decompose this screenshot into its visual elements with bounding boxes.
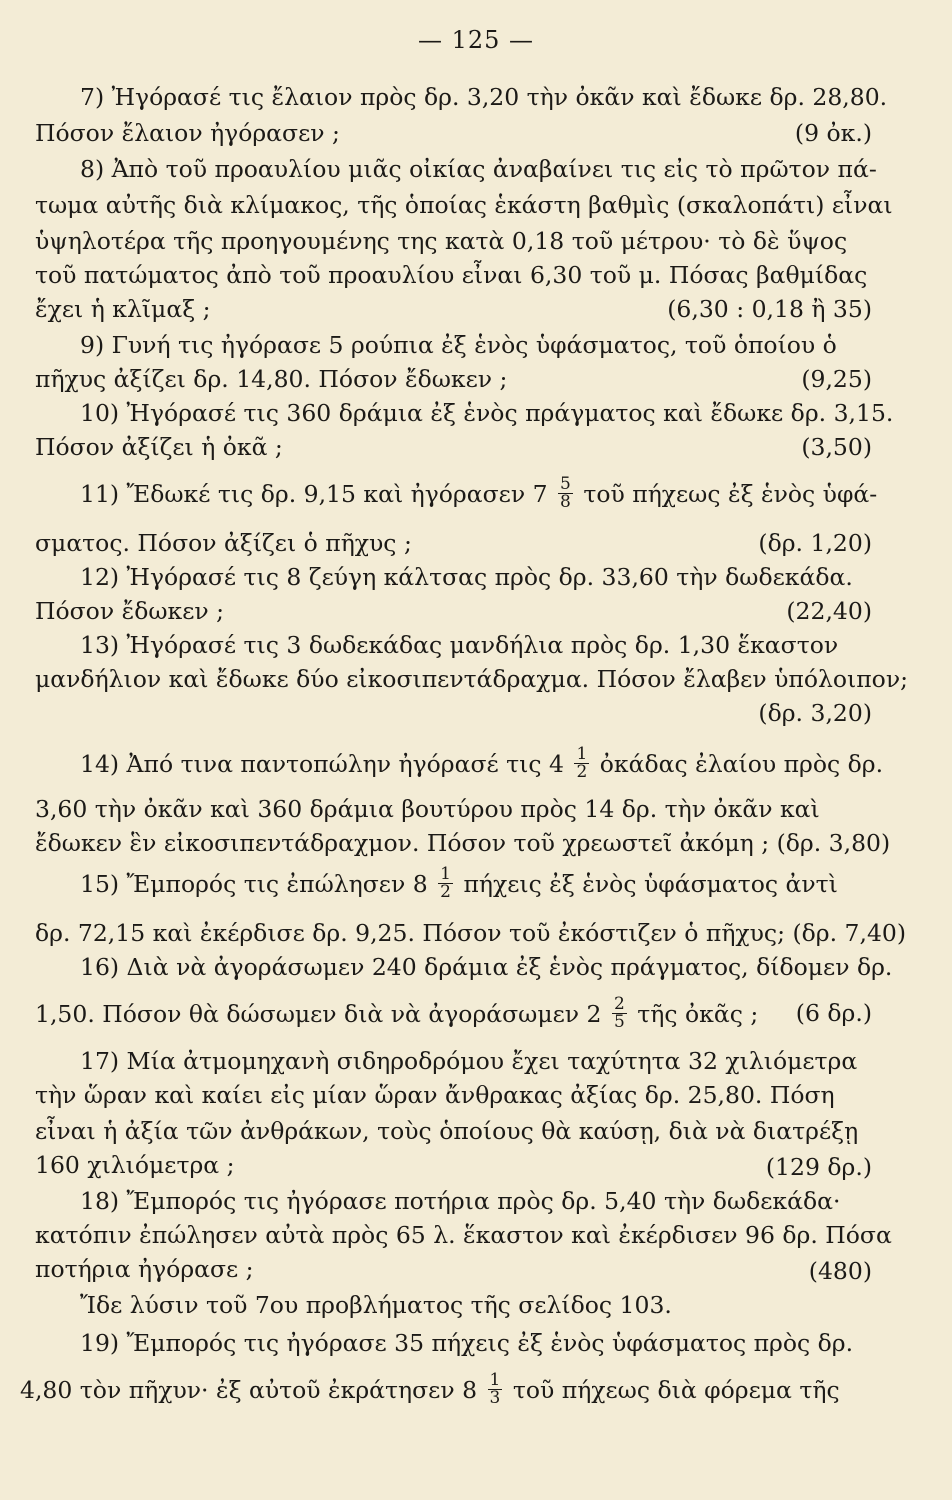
p12-line2: Πόσον ἔδωκεν ; [35, 597, 225, 625]
p11-frac-num: 5 [560, 474, 571, 494]
p11-line1 [80, 474, 878, 513]
p16-fraction [612, 996, 627, 1031]
p16-text-b: τῆς ὀκᾶς ; [637, 1000, 759, 1028]
p9-line1: 9) Γυνή τις ἠγόρασε 5 ρούπια ἐξ ἑνὸς ὑφάσματος, τοῦ ὁποίου ὁ [80, 331, 837, 359]
p15-text-b: πήχεις ἐξ ἑνὸς ὑφάσματος ἀντὶ [463, 870, 838, 898]
p11-line2: σματος. Πόσον ἀξίζει ὁ πῆχυς ; [35, 529, 412, 557]
p16-frac-den: 5 [613, 1012, 625, 1032]
p9-line2: πῆχυς ἀξίζει δρ. 14,80. Πόσον ἔδωκεν ; [35, 365, 508, 393]
p17-line2: τὴν ὥραν καὶ καίει εἰς μίαν ὥραν ἄνθρακας ἀξίας δρ. 25,80. Πόση [35, 1081, 835, 1109]
p18-answer: (480) [808, 1257, 872, 1285]
p8-line2: τωμα αὐτῆς διὰ κλίμακος, τῆς ὁποίας ἑκάστη βαθμὶς (σκαλοπάτι) εἶναι [35, 191, 893, 219]
p14-line1 [80, 744, 884, 783]
p12-answer: (22,40) [786, 597, 872, 625]
p17-answer: (129 δρ.) [765, 1153, 872, 1181]
p7-line1: 7) Ἠγόρασέ τις ἔλαιον πρὸς δρ. 3,20 τὴν ὀκᾶν καὶ ἔδωκε δρ. 28,80. [80, 83, 888, 111]
p14-line2: 3,60 τὴν ὀκᾶν καὶ 360 δράμια βουτύρου πρὸς 14 δρ. τὴν ὀκᾶν καὶ [35, 795, 820, 823]
p11-frac-den: 8 [560, 492, 571, 512]
p16-text-a: 1,50. Πόσον θὰ δώσωμεν διὰ νὰ ἀγοράσωμεν 2 [35, 1000, 602, 1028]
p8-answer: (6,30 : 0,18 ἢ 35) [667, 295, 872, 323]
p17-line4: 160 χιλιόμετρα ; [35, 1151, 235, 1179]
p19-text-b: τοῦ πήχεως διὰ φόρεμα τῆς [512, 1376, 840, 1404]
p19-frac-den: 3 [489, 1388, 501, 1408]
p13-line1: 13) Ἠγόρασέ τις 3 δωδεκάδας μανδήλια πρὸς δρ. 1,30 ἕκαστον [80, 631, 839, 659]
p8-line1: 8) Ἀπὸ τοῦ προαυλίου μιᾶς οἰκίας ἀναβαίνει τις εἰς τὸ πρῶτον πά- [80, 155, 877, 183]
p17-line1: 17) Μία ἀτμομηχανὴ σιδηροδρόμου ἔχει ταχύτητα 32 χιλιόμετρα [80, 1047, 858, 1075]
p11-text-a: 11) Ἔδωκέ τις δρ. 9,15 καὶ ἠγόρασεν 7 [80, 480, 548, 508]
p14-frac-den: 2 [576, 762, 588, 782]
p16-frac-num: 2 [613, 994, 625, 1014]
p7-line2: Πόσον ἔλαιον ἠγόρασεν ; [35, 119, 340, 147]
p18-line2: κατόπιν ἐπώλησεν αὐτὰ πρὸς 65 λ. ἕκαστον καὶ ἐκέρδισεν 96 δρ. Πόσα [35, 1221, 892, 1249]
p14-fraction [574, 746, 589, 781]
p12-line1: 12) Ἠγόρασέ τις 8 ζεύγη κάλτσας πρὸς δρ. 33,60 τὴν δωδεκάδα. [80, 563, 853, 591]
p10-answer: (3,50) [801, 433, 872, 461]
p11-text-b: τοῦ πήχεως ἐξ ἑνὸς ὑφά- [583, 480, 878, 508]
p15-fraction [438, 866, 453, 901]
p16-answer: (6 δρ.) [795, 999, 872, 1027]
p18-line3: ποτήρια ἠγόρασε ; [35, 1255, 254, 1283]
page-number: — 125 — [417, 26, 535, 54]
p8-line3: ὑψηλοτέρα τῆς προηγουμένης της κατὰ 0,18 τοῦ μέτρου· τὸ δὲ ὕψος [35, 227, 848, 255]
p10-line2: Πόσον ἀξίζει ἡ ὀκᾶ ; [35, 433, 283, 461]
p11-fraction [558, 476, 573, 511]
p19-text-a: 4,80 τὸν πῆχυν· ἐξ αὐτοῦ ἐκράτησεν 8 [20, 1376, 478, 1404]
p8-line4: τοῦ πατώματος ἀπὸ τοῦ προαυλίου εἶναι 6,30 τοῦ μ. Πόσας βαθμίδας [35, 261, 868, 289]
p10-line1: 10) Ἠγόρασέ τις 360 δράμια ἐξ ἑνὸς πράγματος καὶ ἔδωκε δρ. 3,15. [80, 399, 894, 427]
p7-answer: (9 ὀκ.) [794, 119, 872, 147]
p14-text-b: ὀκάδας ἐλαίου πρὸς δρ. [599, 750, 884, 778]
p17-line3: εἶναι ἡ ἀξία τῶν ἀνθράκων, τοὺς ὁποίους θὰ καύσῃ, διὰ νὰ διατρέξῃ [35, 1117, 859, 1145]
p18-note: Ἴδε λύσιν τοῦ 7ου προβλήματος τῆς σελίδος 103. [80, 1291, 672, 1319]
p19-frac-num: 1 [489, 1370, 501, 1390]
p9-answer: (9,25) [801, 365, 872, 393]
p16-line2 [35, 994, 759, 1033]
p8-line5: ἔχει ἡ κλῖμαξ ; [35, 295, 211, 323]
p13-line2: μανδήλιον καὶ ἔδωκε δύο εἰκοσιπεντάδραχμα. Πόσον ἔλαβεν ὑπόλοιπον; [35, 665, 909, 693]
p15-text-a: 15) Ἔμπορός τις ἐπώλησεν 8 [80, 870, 428, 898]
p11-answer: (δρ. 1,20) [758, 529, 872, 557]
p16-line1: 16) Διὰ νὰ ἀγοράσωμεν 240 δράμια ἐξ ἑνὸς πράγματος, δίδομεν δρ. [80, 953, 893, 981]
p13-answer: (δρ. 3,20) [758, 699, 872, 727]
p14-text-a: 14) Ἀπό τινα παντοπώλην ἠγόρασέ τις 4 [80, 750, 564, 778]
p14-line3: ἔδωκεν ἓν εἰκοσιπεντάδραχμον. Πόσον τοῦ χρεωστεῖ ἀκόμη ; (δρ. 3,80) [35, 829, 891, 857]
p18-line1: 18) Ἔμπορός τις ἠγόρασε ποτήρια πρὸς δρ. 5,40 τὴν δωδεκάδα· [80, 1187, 841, 1215]
p19-line1: 19) Ἔμπορός τις ἠγόρασε 35 πήχεις ἐξ ἑνὸς ὑφάσματος πρὸς δρ. [80, 1329, 854, 1357]
p19-line2 [20, 1370, 840, 1409]
p19-fraction [488, 1372, 503, 1407]
p15-line1 [80, 864, 838, 903]
p15-frac-num: 1 [440, 864, 451, 884]
p15-line2: δρ. 72,15 καὶ ἐκέρδισε δρ. 9,25. Πόσον τοῦ ἐκόστιζεν ὁ πῆχυς; (δρ. 7,40) [35, 919, 907, 947]
p15-frac-den: 2 [440, 882, 451, 902]
p14-frac-num: 1 [576, 744, 588, 764]
